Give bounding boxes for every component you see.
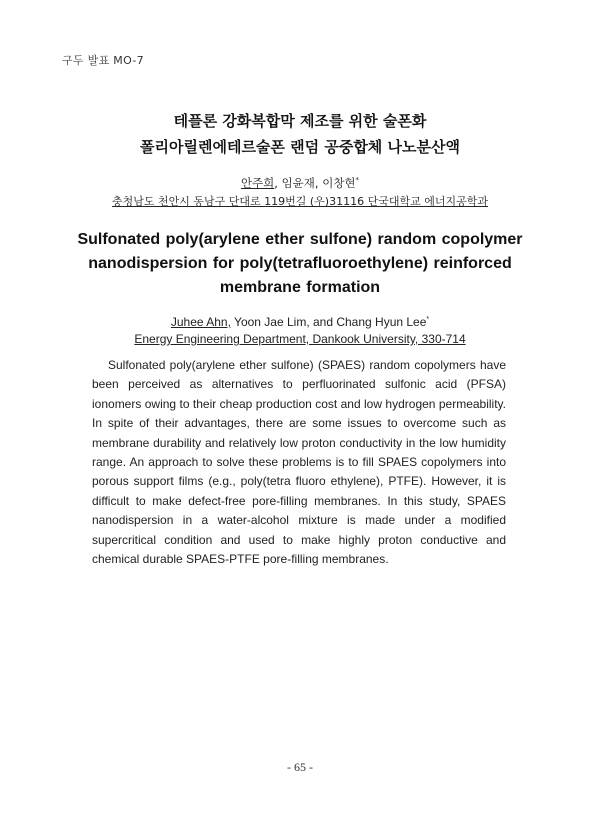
english-affiliation: Energy Engineering Department, Dankook University, 330-714: [134, 332, 466, 346]
korean-title: [0, 108, 600, 160]
english-title-line-1: Sulfonated poly(arylene ether sulfone) random copolymer: [77, 231, 523, 248]
corresponding-author-mark: *: [355, 176, 360, 185]
english-coauthors: Yoon Jae Lim, and Chang Hyun Lee: [230, 315, 427, 329]
korean-author-2: 임윤재: [281, 176, 315, 190]
korean-author-3: 이창현: [322, 176, 356, 190]
korean-affiliation: 충청남도 천안시 동남구 단대로 119번길 (우)31116 단국대학교 에너지공학과: [112, 195, 488, 208]
korean-authors: [0, 175, 600, 191]
english-title: [40, 228, 560, 300]
abstract-paragraph: Sulfonated poly(arylene ether sulfone) (SPAES) random copolymers have been perceived as alternatives to perfluorinated sulfonic acid (PFSA) ionomers owing to their cheap production cost and low hydrogen permeability. In spite of their advantages, there are some issues to overcome such as membrane durability and relatively low proton conductivity in the low humidity range. An approach to solve these problems is to fill SPAES copolymers into porous support films (e.g., poly(tetra fluoro ethylene), PTFE). However, it is difficult to make defect-free pore-filling membranes. In this study, SPAES nanodispersion in a water-alcohol mixture is made under a modified supercritical condition and used to make highly proton conductive and chemical durable SPAES-PTFE pore-filling membranes.: [92, 358, 506, 567]
english-corresponding-author-mark: *: [426, 316, 430, 323]
korean-title-line-1: 테플론 강화복합막 제조를 위한 술폰화: [173, 112, 427, 130]
english-presenting-author: Juhee Ahn,: [170, 315, 231, 329]
korean-title-line-2: 폴리아릴렌에테르술폰 랜덤 공중합체 나노분산액: [140, 138, 460, 156]
english-authors: [0, 315, 600, 329]
korean-author-separator-1: ,: [274, 176, 282, 190]
english-title-line-3: membrane formation: [219, 279, 381, 296]
korean-presenting-author: 안주희: [240, 176, 275, 190]
korean-author-separator-2: ,: [314, 176, 323, 190]
page-number: - 65 -: [287, 760, 313, 774]
english-title-line-2: nanodispersion for poly(tetrafluoroethylene) reinforced: [88, 255, 512, 272]
session-label: 구두 발표 MO-7: [62, 54, 144, 67]
